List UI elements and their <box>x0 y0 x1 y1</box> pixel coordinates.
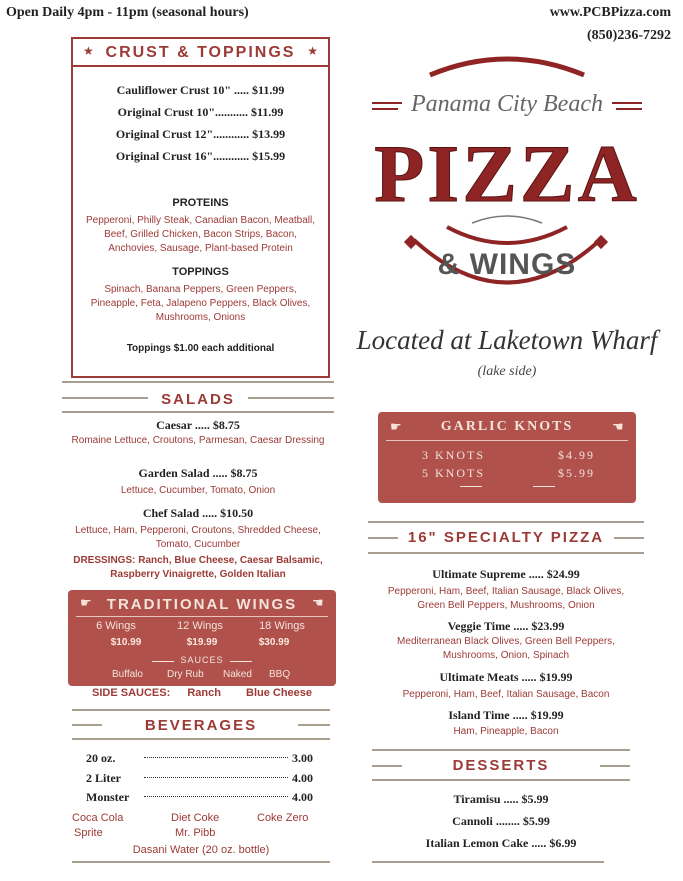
specialty-title: 16" SPECIALTY PIZZA <box>407 529 605 546</box>
divider <box>372 861 604 863</box>
water-item: Dasani Water (20 oz. bottle) <box>132 844 270 856</box>
star-icon: ★ <box>83 44 94 58</box>
crust-item: Original Crust 10"........... $11.99 <box>117 105 284 119</box>
specialty-item: Ultimate Meats ..... $19.99 <box>439 670 573 684</box>
dot-leader <box>144 757 288 758</box>
crust-header <box>73 39 328 67</box>
logo-line2: PIZZA <box>374 128 640 219</box>
divider <box>368 521 644 523</box>
toppings-list: Spinach, Banana Peppers, Green Peppers, Pineapple, Feta, Jalapeno Peppers, Black Olives, Mushrooms, Onions <box>90 284 311 323</box>
beverage-price: 4.00 <box>292 771 313 785</box>
website-link[interactable]: www.PCBPizza.com <box>549 5 671 20</box>
salad-desc: Lettuce, Cucumber, Tomato, Onion <box>120 485 276 496</box>
salads-title: SALADS <box>161 391 235 408</box>
salad-item: Caesar ..... $8.75 <box>156 418 240 432</box>
beverage-item: Monster <box>86 790 130 804</box>
beverage-price: 4.00 <box>292 790 313 804</box>
specialty-desc: Ham, Pineapple, Bacon <box>453 726 559 737</box>
soda-item: Coke Zero <box>257 812 309 824</box>
sauces-label: SAUCES <box>180 655 224 665</box>
divider <box>72 709 330 711</box>
beverage-item: 20 oz. <box>86 751 116 765</box>
wings-title: TRADITIONAL WINGS <box>106 596 298 613</box>
divider <box>372 749 630 751</box>
divider <box>386 440 628 441</box>
side-sauces: SIDE SAUCES: Ranch Blue Cheese <box>92 687 313 699</box>
logo-line1: Panama City Beach <box>411 91 603 117</box>
toppings-note: Toppings $1.00 each additional <box>126 343 275 354</box>
phone-number[interactable]: (850)236-7292 <box>587 28 671 43</box>
crust-box <box>71 37 330 378</box>
divider <box>72 738 330 740</box>
knot-option: 3 KNOTS <box>422 448 486 462</box>
crust-item: Original Crust 16"............ $15.99 <box>115 149 286 163</box>
wing-count: 18 Wings <box>259 620 305 632</box>
beverages-title: BEVERAGES <box>144 717 258 734</box>
salad-item: Chef Salad ..... $10.50 <box>142 506 254 520</box>
specialty-list <box>368 567 644 739</box>
divider <box>368 552 644 554</box>
hours-text: Open Daily 4pm - 11pm (seasonal hours) <box>6 5 249 20</box>
hand-pointer-icon: ☛ <box>312 595 324 610</box>
sauce-item: Buffalo <box>112 669 143 680</box>
divider <box>62 411 334 413</box>
wings-box <box>68 590 336 686</box>
knot-price: $4.99 <box>558 448 595 462</box>
divider <box>62 381 334 383</box>
toppings-title: TOPPINGS <box>172 266 229 278</box>
soda-item: Coca Cola <box>72 812 124 824</box>
specialty-item: Ultimate Supreme ..... $24.99 <box>432 567 580 581</box>
hand-pointer-icon: ☛ <box>612 419 624 434</box>
specialty-desc: Pepperoni, Ham, Beef, Italian Sausage, Bacon <box>402 689 610 700</box>
beverage-item: 2 Liter <box>86 771 121 785</box>
specialty-desc: Mediterranean Black Olives, Green Bell Peppers, Mushrooms, Onion, Spinach <box>397 636 615 661</box>
crust-list <box>73 83 328 171</box>
dressings-text: DRESSINGS: Ranch, Blue Cheese, Caesar Balsamic, Raspberry Vinaigrette, Golden Italian <box>73 555 323 580</box>
desserts-list <box>372 792 630 858</box>
specialty-desc: Pepperoni, Ham, Beef, Italian Sausage, Black Olives, Green Bell Peppers, Mushrooms, Onion <box>387 586 625 611</box>
dessert-item: Italian Lemon Cake ..... $6.99 <box>425 836 577 850</box>
logo-line5: (lake side) <box>477 364 537 379</box>
dot-leader <box>144 777 288 778</box>
logo-line3: & WINGS <box>437 248 577 281</box>
wing-price: $19.99 <box>186 637 218 648</box>
specialty-item: Veggie Time ..... $23.99 <box>447 619 565 633</box>
hand-pointer-icon: ☛ <box>390 419 402 434</box>
wing-price: $30.99 <box>258 637 290 648</box>
proteins-title: PROTEINS <box>172 197 229 209</box>
wing-count: 6 Wings <box>96 620 136 632</box>
salad-item: Garden Salad ..... $8.75 <box>138 466 258 480</box>
divider <box>460 486 482 487</box>
specialty-item: Island Time ..... $19.99 <box>448 708 564 722</box>
salads-list <box>62 418 334 582</box>
soda-item: Sprite <box>74 827 103 839</box>
wing-price: $10.99 <box>110 637 142 648</box>
sauce-item: Naked <box>223 669 252 680</box>
crust-item: Original Crust 12"............ $13.99 <box>115 127 286 141</box>
logo <box>352 45 662 390</box>
hand-pointer-icon: ☛ <box>80 595 92 610</box>
knot-option: 5 KNOTS <box>422 466 486 480</box>
sauce-item: BBQ <box>269 669 291 680</box>
divider <box>230 661 252 662</box>
logo-line4: Located at Laketown Wharf <box>356 325 658 355</box>
knots-title: GARLIC KNOTS <box>440 419 574 434</box>
knots-box <box>378 412 636 503</box>
proteins-list: Pepperoni, Philly Steak, Canadian Bacon, Meatball, Beef, Grilled Chicken, Bacon Strips, Bacon, Anchovies, Sausage, Plant-based Protein <box>85 215 316 254</box>
salad-desc: Lettuce, Ham, Pepperoni, Croutons, Shredded Cheese, Tomato, Cucumber <box>75 525 321 550</box>
divider <box>72 861 330 863</box>
divider <box>76 616 328 617</box>
wing-count: 12 Wings <box>177 620 223 632</box>
crust-item: Cauliflower Crust 10" ..... $11.99 <box>116 83 285 97</box>
divider <box>533 486 555 487</box>
dessert-item: Cannoli ........ $5.99 <box>452 814 550 828</box>
sauce-item: Dry Rub <box>167 669 204 680</box>
beverage-price: 3.00 <box>292 751 313 765</box>
dessert-item: Tiramisu ..... $5.99 <box>453 792 549 806</box>
star-icon: ★ <box>307 44 318 58</box>
salad-desc: Romaine Lettuce, Croutons, Parmesan, Caesar Dressing <box>71 435 325 446</box>
crust-title: CRUST & TOPPINGS <box>105 44 296 61</box>
divider <box>372 779 630 781</box>
dot-leader <box>144 796 288 797</box>
desserts-title: DESSERTS <box>452 757 550 774</box>
soda-item: Mr. Pibb <box>175 827 216 839</box>
knot-price: $5.99 <box>558 466 595 480</box>
soda-item: Diet Coke <box>171 812 220 824</box>
